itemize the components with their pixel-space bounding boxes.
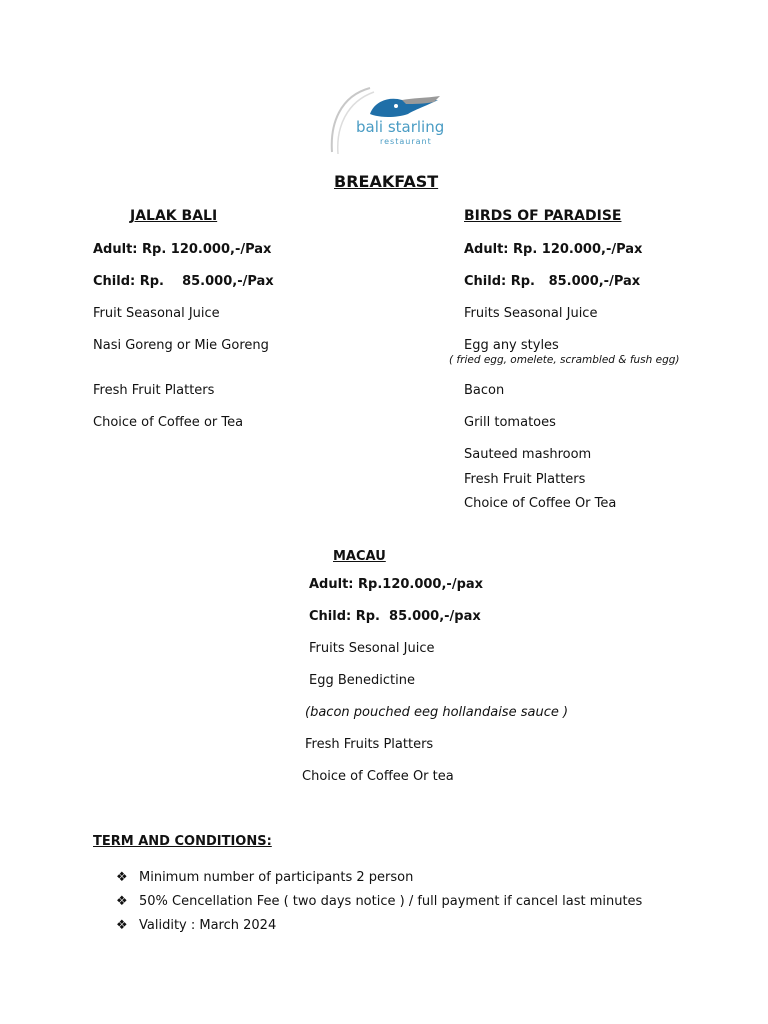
jalak-bali-child-price: Child: Rp. 85.000,-/Pax (93, 274, 274, 289)
macau-heading: MACAU (333, 549, 386, 564)
birds-of-paradise-adult-price: Adult: Rp. 120.000,-/Pax (464, 242, 643, 257)
terms-item: 50% Cencellation Fee ( two days notice ) / full payment if cancel last minutes (139, 894, 643, 909)
birds-of-paradise-item: Bacon (464, 383, 505, 398)
macau-child-price: Child: Rp. 85.000,-/pax (309, 609, 481, 624)
terms-heading: TERM AND CONDITIONS: (93, 834, 272, 849)
macau-item: Fresh Fruits Platters (305, 737, 434, 752)
jalak-bali-item: Fresh Fruit Platters (93, 383, 215, 398)
birds-of-paradise-item: Fruits Seasonal Juice (464, 306, 598, 321)
macau-item: Fruits Sesonal Juice (309, 641, 435, 656)
birds-of-paradise-heading: BIRDS OF PARADISE (464, 208, 622, 224)
jalak-bali-item: Nasi Goreng or Mie Goreng (93, 338, 269, 353)
bullet-diamond-icon: ❖ (116, 918, 128, 933)
terms-item: Minimum number of participants 2 person (139, 870, 414, 885)
egg-styles-note: ( fried egg, omelete, scrambled & fush egg) (449, 354, 680, 366)
birds-of-paradise-item: Egg any styles (464, 338, 559, 353)
jalak-bali-item: Choice of Coffee or Tea (93, 415, 244, 430)
jalak-bali-adult-price: Adult: Rp. 120.000,-/Pax (93, 242, 272, 257)
jalak-bali-heading: JALAK BALI (130, 208, 218, 224)
terms-item: Validity : March 2024 (139, 918, 277, 933)
bullet-diamond-icon: ❖ (116, 894, 128, 909)
jalak-bali-item: Fruit Seasonal Juice (93, 306, 220, 321)
birds-of-paradise-item: Fresh Fruit Platters (464, 472, 586, 487)
birds-of-paradise-item: Sauteed mashroom (464, 447, 592, 462)
macau-item: Egg Benedictine (309, 673, 415, 688)
birds-of-paradise-child-price: Child: Rp. 85.000,-/Pax (464, 274, 641, 289)
bullet-diamond-icon: ❖ (116, 870, 128, 885)
birds-of-paradise-item: Choice of Coffee Or Tea (464, 496, 617, 511)
page-title: BREAKFAST (334, 172, 439, 191)
restaurant-logo (326, 84, 444, 160)
macau-item-note: (bacon pouched eeg hollandaise sauce ) (305, 705, 569, 720)
logo-subtitle: restaurant (380, 137, 432, 146)
macau-item: Choice of Coffee Or tea (302, 769, 454, 784)
logo-name: bali starling (356, 118, 445, 136)
birds-of-paradise-item: Grill tomatoes (464, 415, 556, 430)
macau-adult-price: Adult: Rp.120.000,-/pax (309, 577, 484, 592)
